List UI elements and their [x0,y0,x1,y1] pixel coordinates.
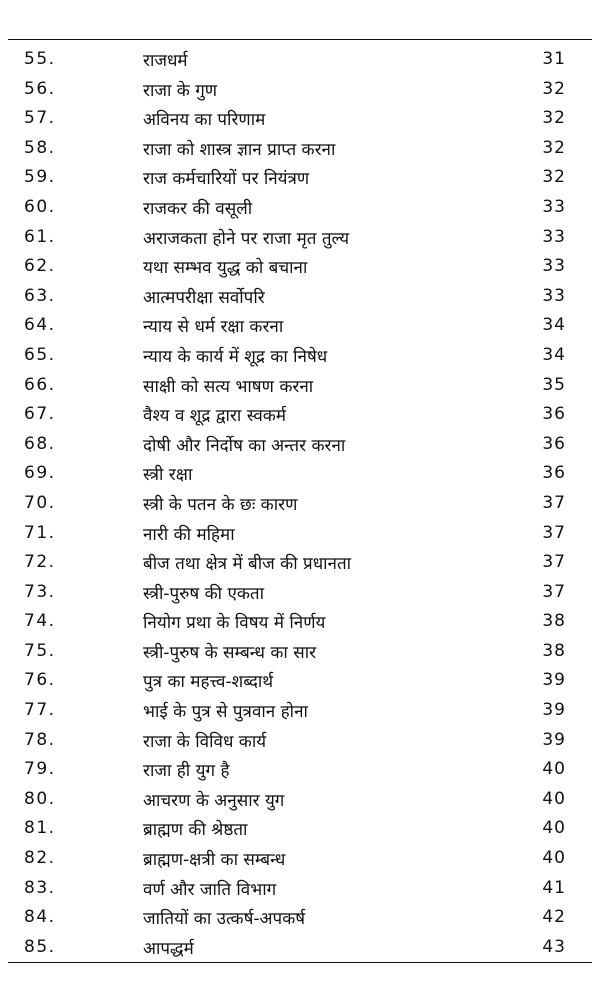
toc-entry-title: ब्राह्मण की श्रेष्ठता [143,820,248,841]
toc-entry-page: 34 [542,315,566,336]
toc-entry-number: 67. [24,404,56,425]
toc-entry-title: न्याय के कार्य में शूद्र का निषेध [143,346,328,367]
toc-row [0,282,600,312]
toc-entry-page: 34 [542,344,566,365]
toc-row [0,666,600,696]
toc-row [0,75,600,105]
toc-entry-title: स्त्री-पुरुष की एकता [143,583,264,604]
toc-entry-title: राजा को शास्त्र ज्ञान प्राप्त करना [143,139,336,160]
toc-entry-number: 74. [24,611,56,632]
toc-entry-page: 36 [542,433,566,454]
toc-entry-page: 43 [542,936,566,957]
toc-row [0,607,600,637]
toc-entry-page: 31 [542,49,566,69]
toc-entry-title: राजा ही युग है [143,761,230,782]
toc-row [0,874,600,904]
toc-entry-title: राजा के विविध कार्य [143,731,267,752]
toc-entry-title: राजा के गुण [143,80,218,101]
toc-row [0,519,600,549]
toc-row [0,134,600,164]
toc-entry-title: राजधर्म [143,51,188,71]
toc-entry-page: 33 [542,256,566,277]
toc-entry-page: 33 [542,285,566,306]
toc-entry-number: 77. [24,700,56,721]
toc-entry-page: 37 [542,522,566,543]
toc-entry-page: 38 [542,611,566,632]
toc-row [0,726,600,756]
toc-entry-title: ब्राह्मण-क्षत्री का सम्बन्ध [143,850,286,871]
toc-entry-number: 78. [24,729,56,750]
toc-entry-number: 65. [24,344,56,365]
toc-entry-page: 37 [542,581,566,602]
toc-entry-title: स्त्री के पतन के छः कारण [143,494,298,515]
toc-row [0,163,600,193]
toc-entry-title: नियोग प्रथा के विषय में निर्णय [143,613,326,634]
toc-entry-page: 39 [542,670,566,691]
toc-entry-title: राजकर की वसूली [143,198,253,219]
toc-row [0,814,600,844]
toc-entry-number: 75. [24,640,56,661]
toc-entry-page: 40 [542,759,566,780]
toc-entry-number: 69. [24,463,56,484]
toc-entry-page: 41 [542,877,566,898]
toc-entry-title: यथा सम्भव युद्ध को बचाना [143,258,308,279]
toc-entry-title: जातियों का उत्कर्ष-अपकर्ष [143,909,306,930]
toc-entry-number: 68. [24,433,56,454]
toc-row [0,371,600,401]
toc-entry-page: 39 [542,729,566,750]
toc-entry-page: 40 [542,848,566,869]
toc-entry-number: 81. [24,818,56,839]
toc-entry-page: 32 [542,78,566,99]
toc-entry-number: 80. [24,788,56,809]
toc-entry-page: 33 [542,226,566,247]
toc-entry-title: स्त्री-पुरुष के सम्बन्ध का सार [143,642,317,663]
toc-row [0,844,600,874]
toc-entry-page: 37 [542,552,566,573]
toc-entry-page: 40 [542,788,566,809]
table-of-contents [0,45,600,962]
toc-entry-title: नारी की महिमा [143,524,235,545]
toc-row [0,430,600,460]
toc-entry-number: 71. [24,522,56,543]
toc-entry-page: 35 [542,374,566,395]
toc-row [0,578,600,608]
toc-entry-number: 55. [24,49,56,69]
toc-entry-number: 59. [24,167,56,188]
toc-entry-number: 84. [24,907,56,928]
toc-entry-title: आत्मपरीक्षा सर्वोपरि [143,287,265,308]
toc-row [0,252,600,282]
toc-entry-title: आचरण के अनुसार युग [143,790,285,811]
toc-entry-number: 57. [24,108,56,129]
toc-entry-number: 82. [24,848,56,869]
toc-row [0,903,600,933]
toc-entry-title: अविनय का परिणाम [143,110,266,131]
toc-entry-page: 36 [542,463,566,484]
toc-entry-title: आपद्धर्म [143,938,194,959]
top-rule [8,39,592,40]
toc-entry-page: 36 [542,404,566,425]
toc-row [0,45,600,75]
toc-row [0,400,600,430]
toc-row [0,193,600,223]
toc-row [0,459,600,489]
toc-entry-number: 66. [24,374,56,395]
toc-entry-title: वैश्य व शूद्र द्वारा स्वकर्म [143,406,287,427]
toc-row [0,223,600,253]
toc-entry-title: अराजकता होने पर राजा मृत तुल्य [143,228,350,249]
toc-entry-page: 42 [542,907,566,928]
bottom-rule [8,962,592,963]
toc-entry-title: वर्ण और जाति विभाग [143,879,277,900]
toc-row [0,104,600,134]
toc-entry-number: 56. [24,78,56,99]
toc-entry-title: स्त्री रक्षा [143,465,193,486]
toc-entry-title: दोषी और निर्दोष का अन्तर करना [143,435,346,456]
toc-entry-page: 38 [542,640,566,661]
toc-entry-title: बीज तथा क्षेत्र में बीज की प्रधानता [143,554,352,575]
toc-row [0,548,600,578]
toc-row [0,311,600,341]
toc-entry-page: 33 [542,196,566,217]
toc-row [0,341,600,371]
toc-row [0,755,600,785]
toc-entry-number: 61. [24,226,56,247]
toc-entry-title: न्याय से धर्म रक्षा करना [143,317,284,338]
toc-entry-title: साक्षी को सत्य भाषण करना [143,376,314,397]
toc-row [0,489,600,519]
toc-entry-number: 76. [24,670,56,691]
toc-entry-title: पुत्र का महत्त्व-शब्दार्थ [143,672,274,693]
toc-entry-page: 32 [542,137,566,158]
toc-entry-number: 62. [24,256,56,277]
toc-row [0,637,600,667]
toc-entry-number: 60. [24,196,56,217]
toc-entry-page: 40 [542,818,566,839]
toc-entry-title: भाई के पुत्र से पुत्रवान होना [143,702,308,723]
toc-entry-number: 73. [24,581,56,602]
toc-entry-page: 32 [542,108,566,129]
toc-entry-page: 37 [542,492,566,513]
toc-entry-number: 63. [24,285,56,306]
toc-entry-page: 32 [542,167,566,188]
toc-entry-number: 58. [24,137,56,158]
toc-row [0,785,600,815]
toc-entry-number: 85. [24,936,56,957]
toc-entry-number: 64. [24,315,56,336]
toc-entry-number: 70. [24,492,56,513]
toc-entry-title: राज कर्मचारियों पर नियंत्रण [143,169,310,190]
toc-row [0,933,600,963]
toc-row [0,696,600,726]
toc-entry-number: 79. [24,759,56,780]
toc-entry-number: 83. [24,877,56,898]
toc-entry-number: 72. [24,552,56,573]
toc-entry-page: 39 [542,700,566,721]
